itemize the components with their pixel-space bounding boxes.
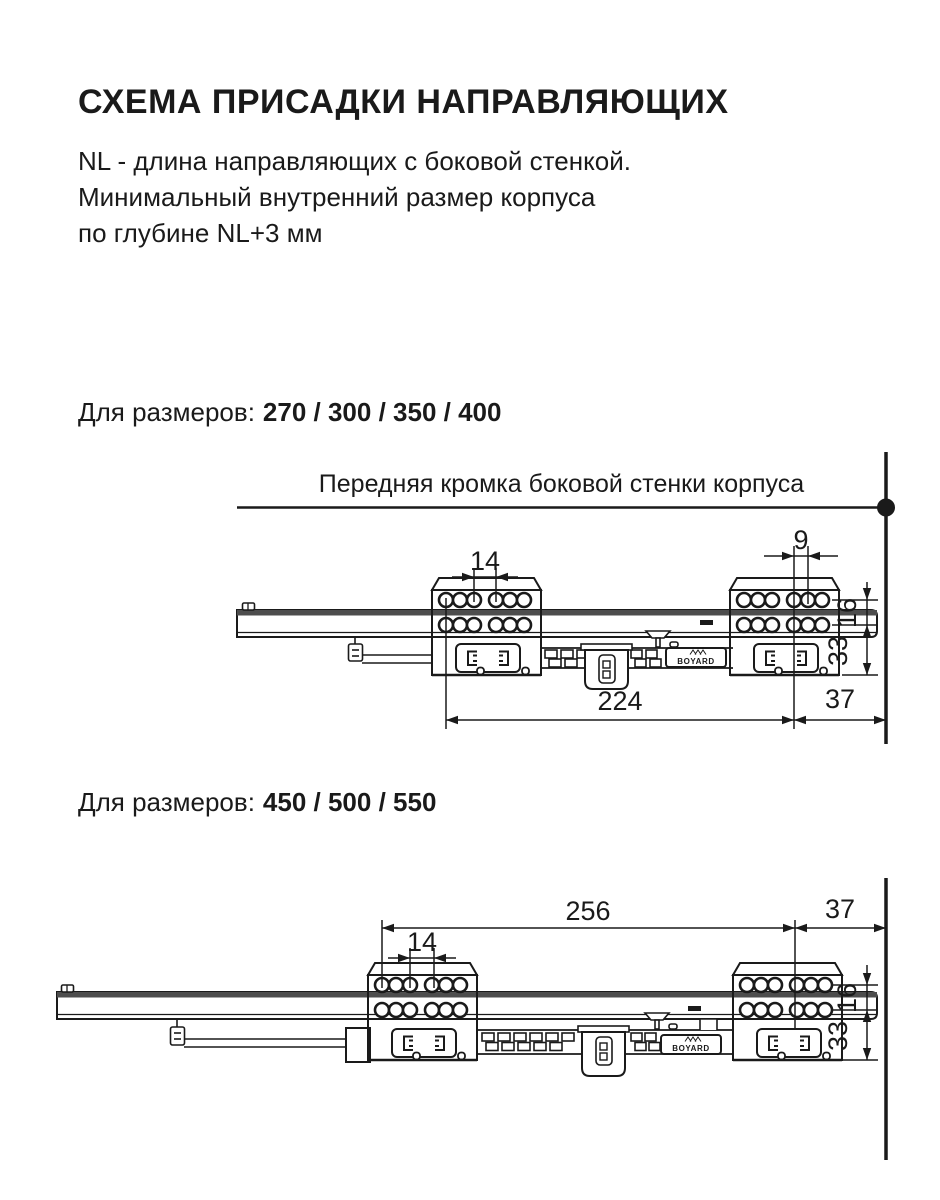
dim-front-offset-1: 37 xyxy=(824,684,856,714)
stop-mark-1 xyxy=(700,620,713,625)
brand-label-2: BOYARD xyxy=(672,1044,710,1053)
intro-line-3: по глубине NL+3 мм xyxy=(78,218,323,248)
drawing-2 xyxy=(57,878,886,1160)
dim-row-gap-1: 16 xyxy=(832,597,862,629)
front-edge-label: Передняя кромка боковой стенки корпуса xyxy=(318,470,805,498)
central-latch-1 xyxy=(581,644,632,689)
intro-line-2: Минимальный внутренний размер корпуса xyxy=(78,182,596,212)
dim-length-2: 256 xyxy=(565,896,611,926)
step-tab xyxy=(700,1019,717,1030)
dim-hole-pitch-2: 14 xyxy=(406,927,438,957)
release-rail-2 xyxy=(171,1019,371,1062)
dim-bottom-offset-2: 33 xyxy=(823,1020,853,1052)
dim-front-offset-2: 37 xyxy=(824,894,856,924)
dim-bottom-offset-1: 33 xyxy=(823,635,853,667)
section2-heading-label: Для размеров: xyxy=(78,787,255,817)
section1-heading-label: Для размеров: xyxy=(78,397,255,427)
drawing-1 xyxy=(237,452,895,744)
rail-1 xyxy=(237,603,877,637)
brand-plate-1 xyxy=(666,648,726,667)
stop-mark-2 xyxy=(688,1006,701,1011)
dim-row-gap-2: 16 xyxy=(832,982,862,1014)
intro-line-1: NL - длина направляющих с боковой стенкой. xyxy=(78,146,631,176)
reference-dot xyxy=(877,499,895,517)
dim-hole-pitch-1: 14 xyxy=(469,546,501,576)
dim-length-1: 224 xyxy=(597,686,643,716)
section2-sizes: 450 / 500 / 550 xyxy=(262,787,437,817)
page-title: СХЕМА ПРИСАДКИ НАПРАВЛЯЮЩИХ xyxy=(78,83,729,121)
section1-sizes: 270 / 300 / 350 / 400 xyxy=(262,397,502,427)
central-latch-2 xyxy=(578,1026,629,1076)
dim-right-pitch-1: 9 xyxy=(793,525,809,555)
release-rail-1 xyxy=(349,637,433,663)
brand-label-1: BOYARD xyxy=(677,657,715,666)
brand-plate-2 xyxy=(661,1035,721,1054)
